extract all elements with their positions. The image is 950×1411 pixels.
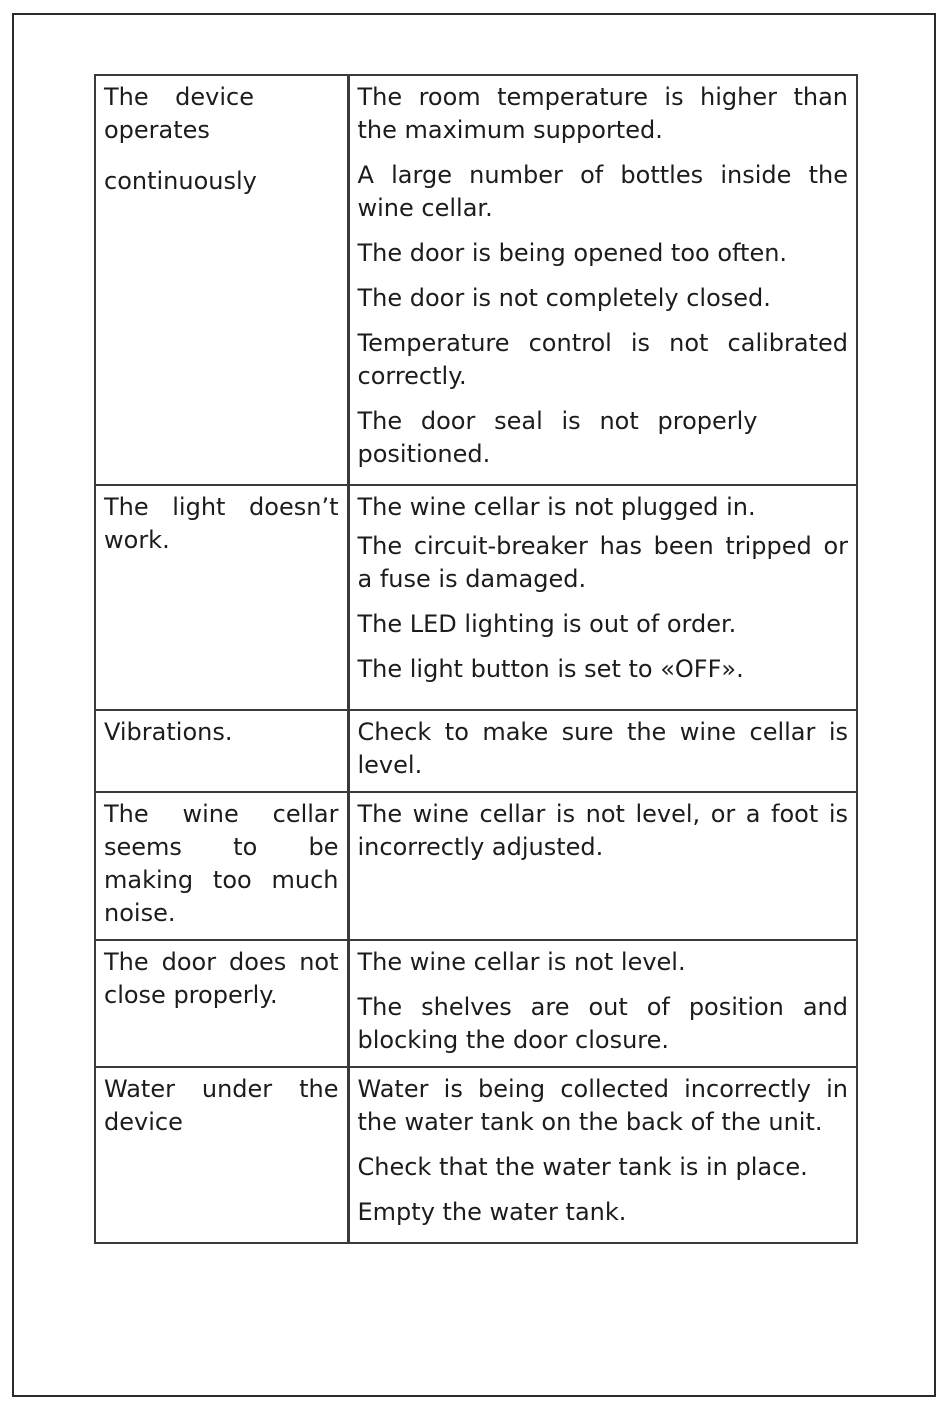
cause-text: Check that the water tank is in place.	[357, 1153, 808, 1181]
cause-text: A large number of bottles inside the wine cellar.	[357, 161, 848, 222]
problem-text: The light doesn’t work.	[104, 493, 339, 554]
cause-cell	[348, 75, 857, 485]
table-row	[95, 485, 857, 710]
cause-text: The wine cellar is not plugged in.	[357, 493, 756, 521]
cause-text: The wine cellar is not level.	[357, 948, 686, 976]
cause-text: The LED lighting is out of order.	[357, 610, 737, 638]
cause-text: Temperature control is not calibrated correctly.	[357, 329, 848, 390]
cause-text: The shelves are out of position and blocking the door closure.	[357, 993, 848, 1054]
cause-text: The door seal is not properly positioned.	[357, 407, 758, 468]
cause-text: Empty the water tank.	[357, 1198, 627, 1226]
cause-text: The door is not completely closed.	[357, 284, 771, 312]
problem-text: The door does not close properly.	[104, 948, 339, 1009]
problem-text: The device operates	[104, 83, 254, 144]
problem-cell	[95, 792, 348, 940]
cause-cell	[348, 1067, 857, 1243]
table-row	[95, 1067, 857, 1243]
problem-cell	[95, 710, 348, 792]
table-row	[95, 75, 857, 485]
cause-text: The door is being opened too often.	[357, 239, 788, 267]
cause-cell	[348, 485, 857, 710]
cause-text: The circuit-breaker has been tripped or a fuse is damaged.	[357, 532, 848, 593]
cause-text: The light button is set to «OFF».	[357, 655, 744, 683]
problem-text: Water under the device	[104, 1075, 339, 1136]
cause-text: The room temperature is higher than the maximum supported.	[357, 83, 848, 144]
cause-text: The wine cellar is not level, or a foot is incorrectly adjusted.	[357, 800, 848, 861]
problem-text: The wine cellar seems to be making too much noise.	[104, 800, 339, 927]
cause-text: Check to make sure the wine cellar is level.	[357, 718, 848, 779]
table-row	[95, 710, 857, 792]
problem-text: Vibrations.	[104, 718, 233, 746]
cause-cell	[348, 710, 857, 792]
table-row	[95, 940, 857, 1067]
cause-cell	[348, 940, 857, 1067]
problem-cell	[95, 75, 348, 485]
problem-cell	[95, 940, 348, 1067]
problem-cell	[95, 1067, 348, 1243]
troubleshooting-table	[94, 74, 858, 1244]
table-row	[95, 792, 857, 940]
cause-text: Water is being collected incorrectly in the water tank on the back of the unit.	[357, 1075, 848, 1136]
cause-cell	[348, 792, 857, 940]
problem-text: continuously	[104, 167, 257, 195]
problem-cell	[95, 485, 348, 710]
